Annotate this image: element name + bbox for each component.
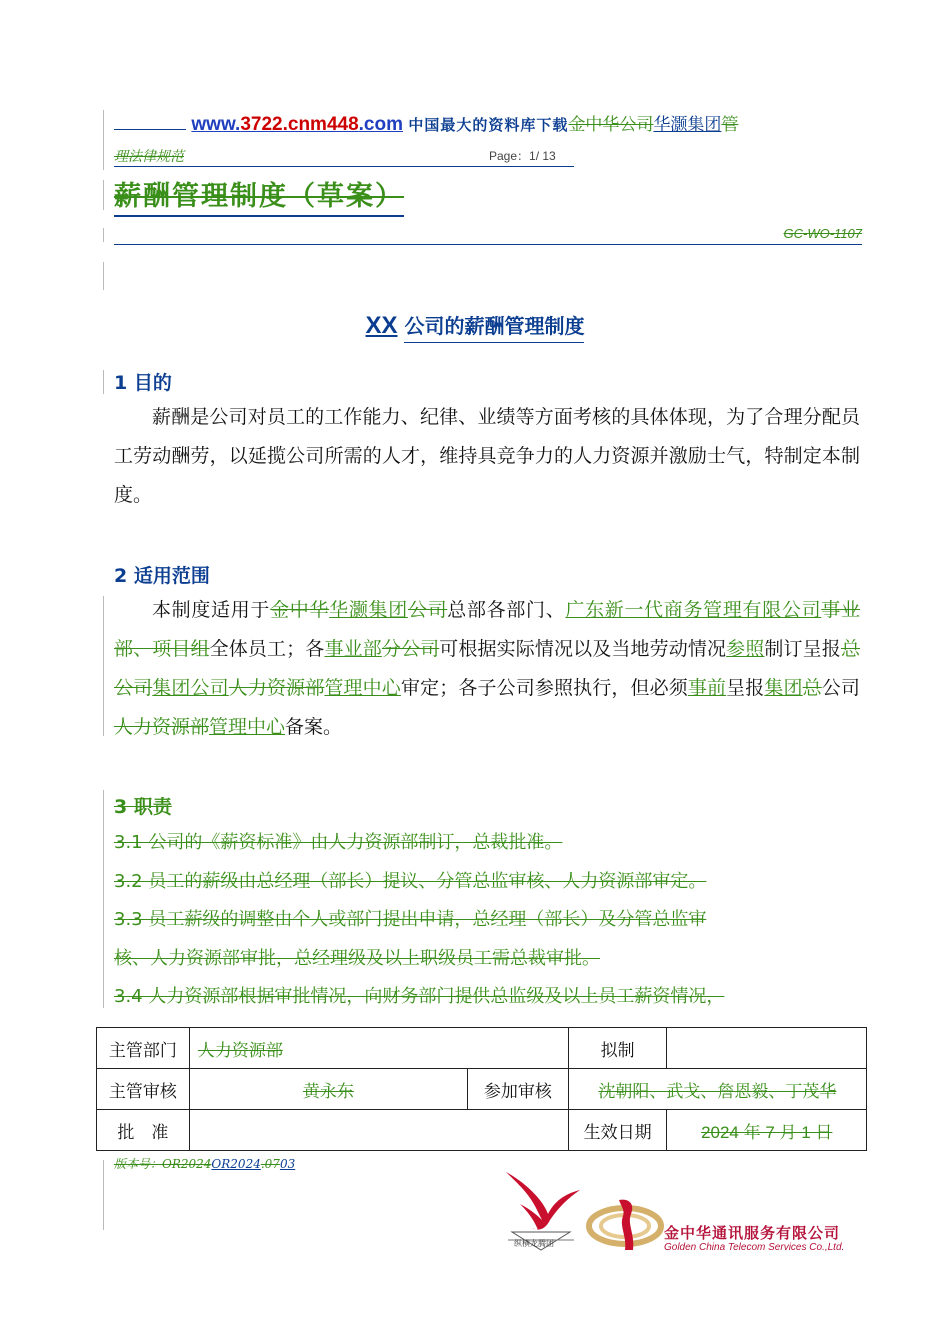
list-item: 3.1 公司的《薪资标准》由人力资源部制订，总裁批准。: [114, 832, 563, 853]
effective-cell: [667, 1110, 867, 1151]
document-code: GC-WO-1107: [783, 226, 862, 241]
version-deleted: 版本号：OR2024: [114, 1157, 212, 1171]
company-name-cn: 金中华通讯服务有限公司: [664, 1225, 841, 1242]
approve-value: [189, 1110, 568, 1151]
header-subtitle: 理法律规范: [114, 149, 184, 165]
text-run: 公司: [821, 677, 860, 699]
document-title-text: 薪酬管理制度（草案）: [114, 181, 404, 212]
deleted-run: 金中华: [270, 599, 330, 621]
change-bar: [103, 596, 104, 736]
co-review-label: 参加审核: [467, 1069, 568, 1110]
deleted-run: 分公司: [381, 638, 440, 660]
change-bar: [103, 228, 104, 242]
site-link[interactable]: [191, 114, 403, 135]
site-suffix: .com: [358, 114, 404, 135]
text-run: 备案。: [285, 716, 343, 738]
co-review-cell: [568, 1069, 866, 1110]
text-run: 可根据实际情况以及当地劳动情况: [439, 638, 727, 660]
dept-cell: [189, 1028, 568, 1069]
header-company-tail: 管: [721, 115, 739, 135]
page-number: Page：1/ 13: [489, 149, 556, 163]
draft-value: [667, 1028, 867, 1069]
header-company-deleted: 金中华公司: [568, 115, 654, 135]
group-logo: [498, 1168, 584, 1260]
section-2-body: [114, 591, 860, 747]
change-bar: [103, 1160, 104, 1230]
change-bar: [103, 110, 104, 170]
change-bar: [103, 370, 104, 394]
effective-label: 生效日期: [568, 1110, 667, 1151]
table-row: [97, 1110, 867, 1151]
gct-emblem-icon: [585, 1194, 665, 1254]
inserted-run: 事前: [687, 677, 727, 699]
deleted-run: 人力资源部: [114, 716, 210, 738]
text-run: 全体员工；各: [209, 638, 325, 660]
review-value: 黄永东: [302, 1081, 354, 1102]
deleted-run: 公司: [407, 599, 448, 621]
section-3-list: [114, 824, 864, 1017]
deleted-run: 总: [802, 677, 822, 699]
inserted-run: 集团: [764, 677, 803, 699]
effective-value: 2024 年 7 月 1 日: [701, 1122, 833, 1142]
change-bar: [103, 262, 104, 290]
inserted-run: 管理中心: [209, 716, 286, 738]
inserted-run: 管理中心: [324, 677, 401, 699]
inserted-run: 集团公司: [152, 677, 229, 699]
inserted-run: 广东新一代商务管理有限公司: [565, 599, 822, 621]
change-bar: [103, 180, 104, 210]
header-blank: [114, 115, 186, 130]
change-bar: [103, 790, 104, 1008]
text-run: 制订呈报: [764, 638, 841, 660]
deleted-run: 人力资源部: [228, 677, 325, 699]
center-title: [0, 310, 950, 340]
dept-value: 人力资源部: [197, 1040, 283, 1061]
deleted-run: 事业部、项目组: [114, 599, 860, 660]
header-slogan: 中国最大的资料库下载: [408, 116, 569, 134]
version-mid: .07: [260, 1157, 280, 1171]
version-line: [114, 1155, 295, 1172]
co-review-value: 沈朝阳、武戈、詹恩毅、丁茂华: [598, 1081, 837, 1102]
section-2-text: [114, 591, 860, 747]
section-1-body: [114, 398, 860, 515]
inserted-run: 事业部: [324, 638, 382, 660]
section-1-heading: 1 目的: [114, 372, 172, 394]
section-3-heading: 3 职责: [114, 796, 172, 818]
document-title: [114, 174, 404, 217]
section-1-text: 薪酬是公司对员工的工作能力、纪律、业绩等方面考核的具体体现，为了合理分配员工劳动酬劳，以延揽公司所需的人才，维持具竞争力的人力资源并激励士气，特制定本制度。: [114, 406, 860, 506]
dept-label: 主管部门: [97, 1028, 190, 1069]
list-item: 3.3 员工薪级的调整由个人或部门提出申请，总经理（部长）及分管总监审: [114, 909, 707, 930]
review-cell: [189, 1069, 467, 1110]
draft-label: 拟制: [568, 1028, 667, 1069]
text-run: 本制度适用于: [152, 599, 271, 621]
text-run: 总部各部门、: [447, 599, 566, 621]
review-label: 主管审核: [97, 1069, 190, 1110]
text-run: 呈报: [726, 677, 765, 699]
header-subtitle-line: [114, 146, 574, 167]
version-tail: 03: [279, 1157, 296, 1171]
inserted-run: 华灏集团: [329, 599, 408, 621]
inserted-run: 参照: [726, 638, 765, 660]
section-2-heading: 2 适用范围: [114, 565, 210, 587]
site-prefix: www.: [191, 114, 241, 135]
title-divider: [114, 244, 862, 245]
company-name-en: Golden China Telecom Services Co.,Ltd.: [664, 1242, 845, 1253]
group-logo-text: 纵横龙腾团: [514, 1239, 554, 1248]
text-run: 审定；各子公司参照执行，但必须: [400, 677, 688, 699]
list-item: 3.2 员工的薪级由总经理（部长）提议、分管总监审核、人力资源部审定。: [114, 870, 707, 892]
header-company-inserted: 华灏集团: [653, 115, 722, 135]
table-row: [97, 1028, 867, 1069]
center-title-xx: XX: [365, 312, 398, 339]
center-title-rest: 公司的薪酬管理制度: [404, 314, 584, 343]
approve-label: 批 准: [97, 1110, 190, 1151]
approval-table: [96, 1027, 867, 1151]
list-item: 核、人力资源部审批，总经理级及以上职级员工需总裁审批。: [114, 947, 600, 969]
list-item: 3.4 人力资源部根据审批情况，向财务部门提供总监级及以上员工薪资情况，: [114, 986, 725, 1007]
gct-logo: [585, 1194, 665, 1254]
deleted-run: 总公司: [114, 638, 860, 699]
table-row: [97, 1069, 867, 1110]
page-header: [114, 110, 864, 136]
site-red: 3722.cnm448: [240, 114, 359, 135]
version-inserted: OR2024: [211, 1157, 261, 1171]
